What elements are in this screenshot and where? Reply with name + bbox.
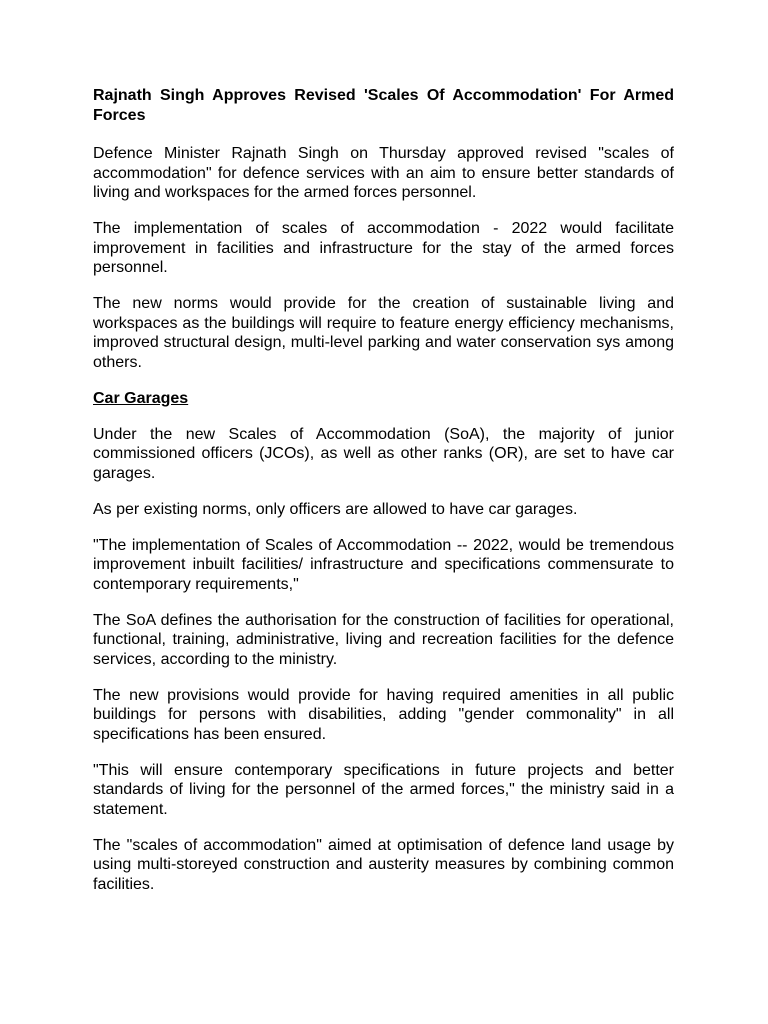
document-page <box>93 86 674 911</box>
section-heading-car-garages: Car Garages <box>93 389 189 407</box>
paragraph: Under the new Scales of Accommodation (SoA), the majority of junior commissioned officers (JCOs), as well as other ranks (OR), are set to have car garages. <box>93 425 674 482</box>
paragraph: As per existing norms, only officers are allowed to have car garages. <box>93 500 578 518</box>
paragraph: The new provisions would provide for having required amenities in all public buildings for persons with disabilities, adding "gender commonality" in all specifications has been ensured. <box>93 686 674 743</box>
paragraph: The "scales of accommodation" aimed at optimisation of defence land usage by using multi-storeyed construction and austerity measures by combining common facilities. <box>93 836 674 893</box>
paragraph: The new norms would provide for the creation of sustainable living and workspaces as the buildings will require to feature energy efficiency mechanisms, improved structural design, multi-level parking and water conservation sys among others. <box>93 295 674 371</box>
paragraph: "The implementation of Scales of Accommodation -- 2022, would be tremendous improvement inbuilt facilities/ infrastructure and specifications commensurate to contemporary requirements," <box>93 536 674 593</box>
paragraph: Defence Minister Rajnath Singh on Thursday approved revised "scales of accommodation" for defence services with an aim to ensure better standards of living and workspaces for the armed forces personnel. <box>93 145 674 201</box>
paragraph: The implementation of scales of accommodation - 2022 would facilitate improvement in facilities and infrastructure for the stay of the armed forces personnel. <box>93 220 674 276</box>
paragraph: "This will ensure contemporary specifications in future projects and better standards of living for the personnel of the armed forces," the ministry said in a statement. <box>93 761 674 818</box>
paragraph: The SoA defines the authorisation for the construction of facilities for operational, functional, training, administrative, living and recreation facilities for the defence services, according to the ministry. <box>93 611 674 668</box>
document-title: Rajnath Singh Approves Revised 'Scales Of Accommodation' For Armed Forces <box>93 87 674 124</box>
